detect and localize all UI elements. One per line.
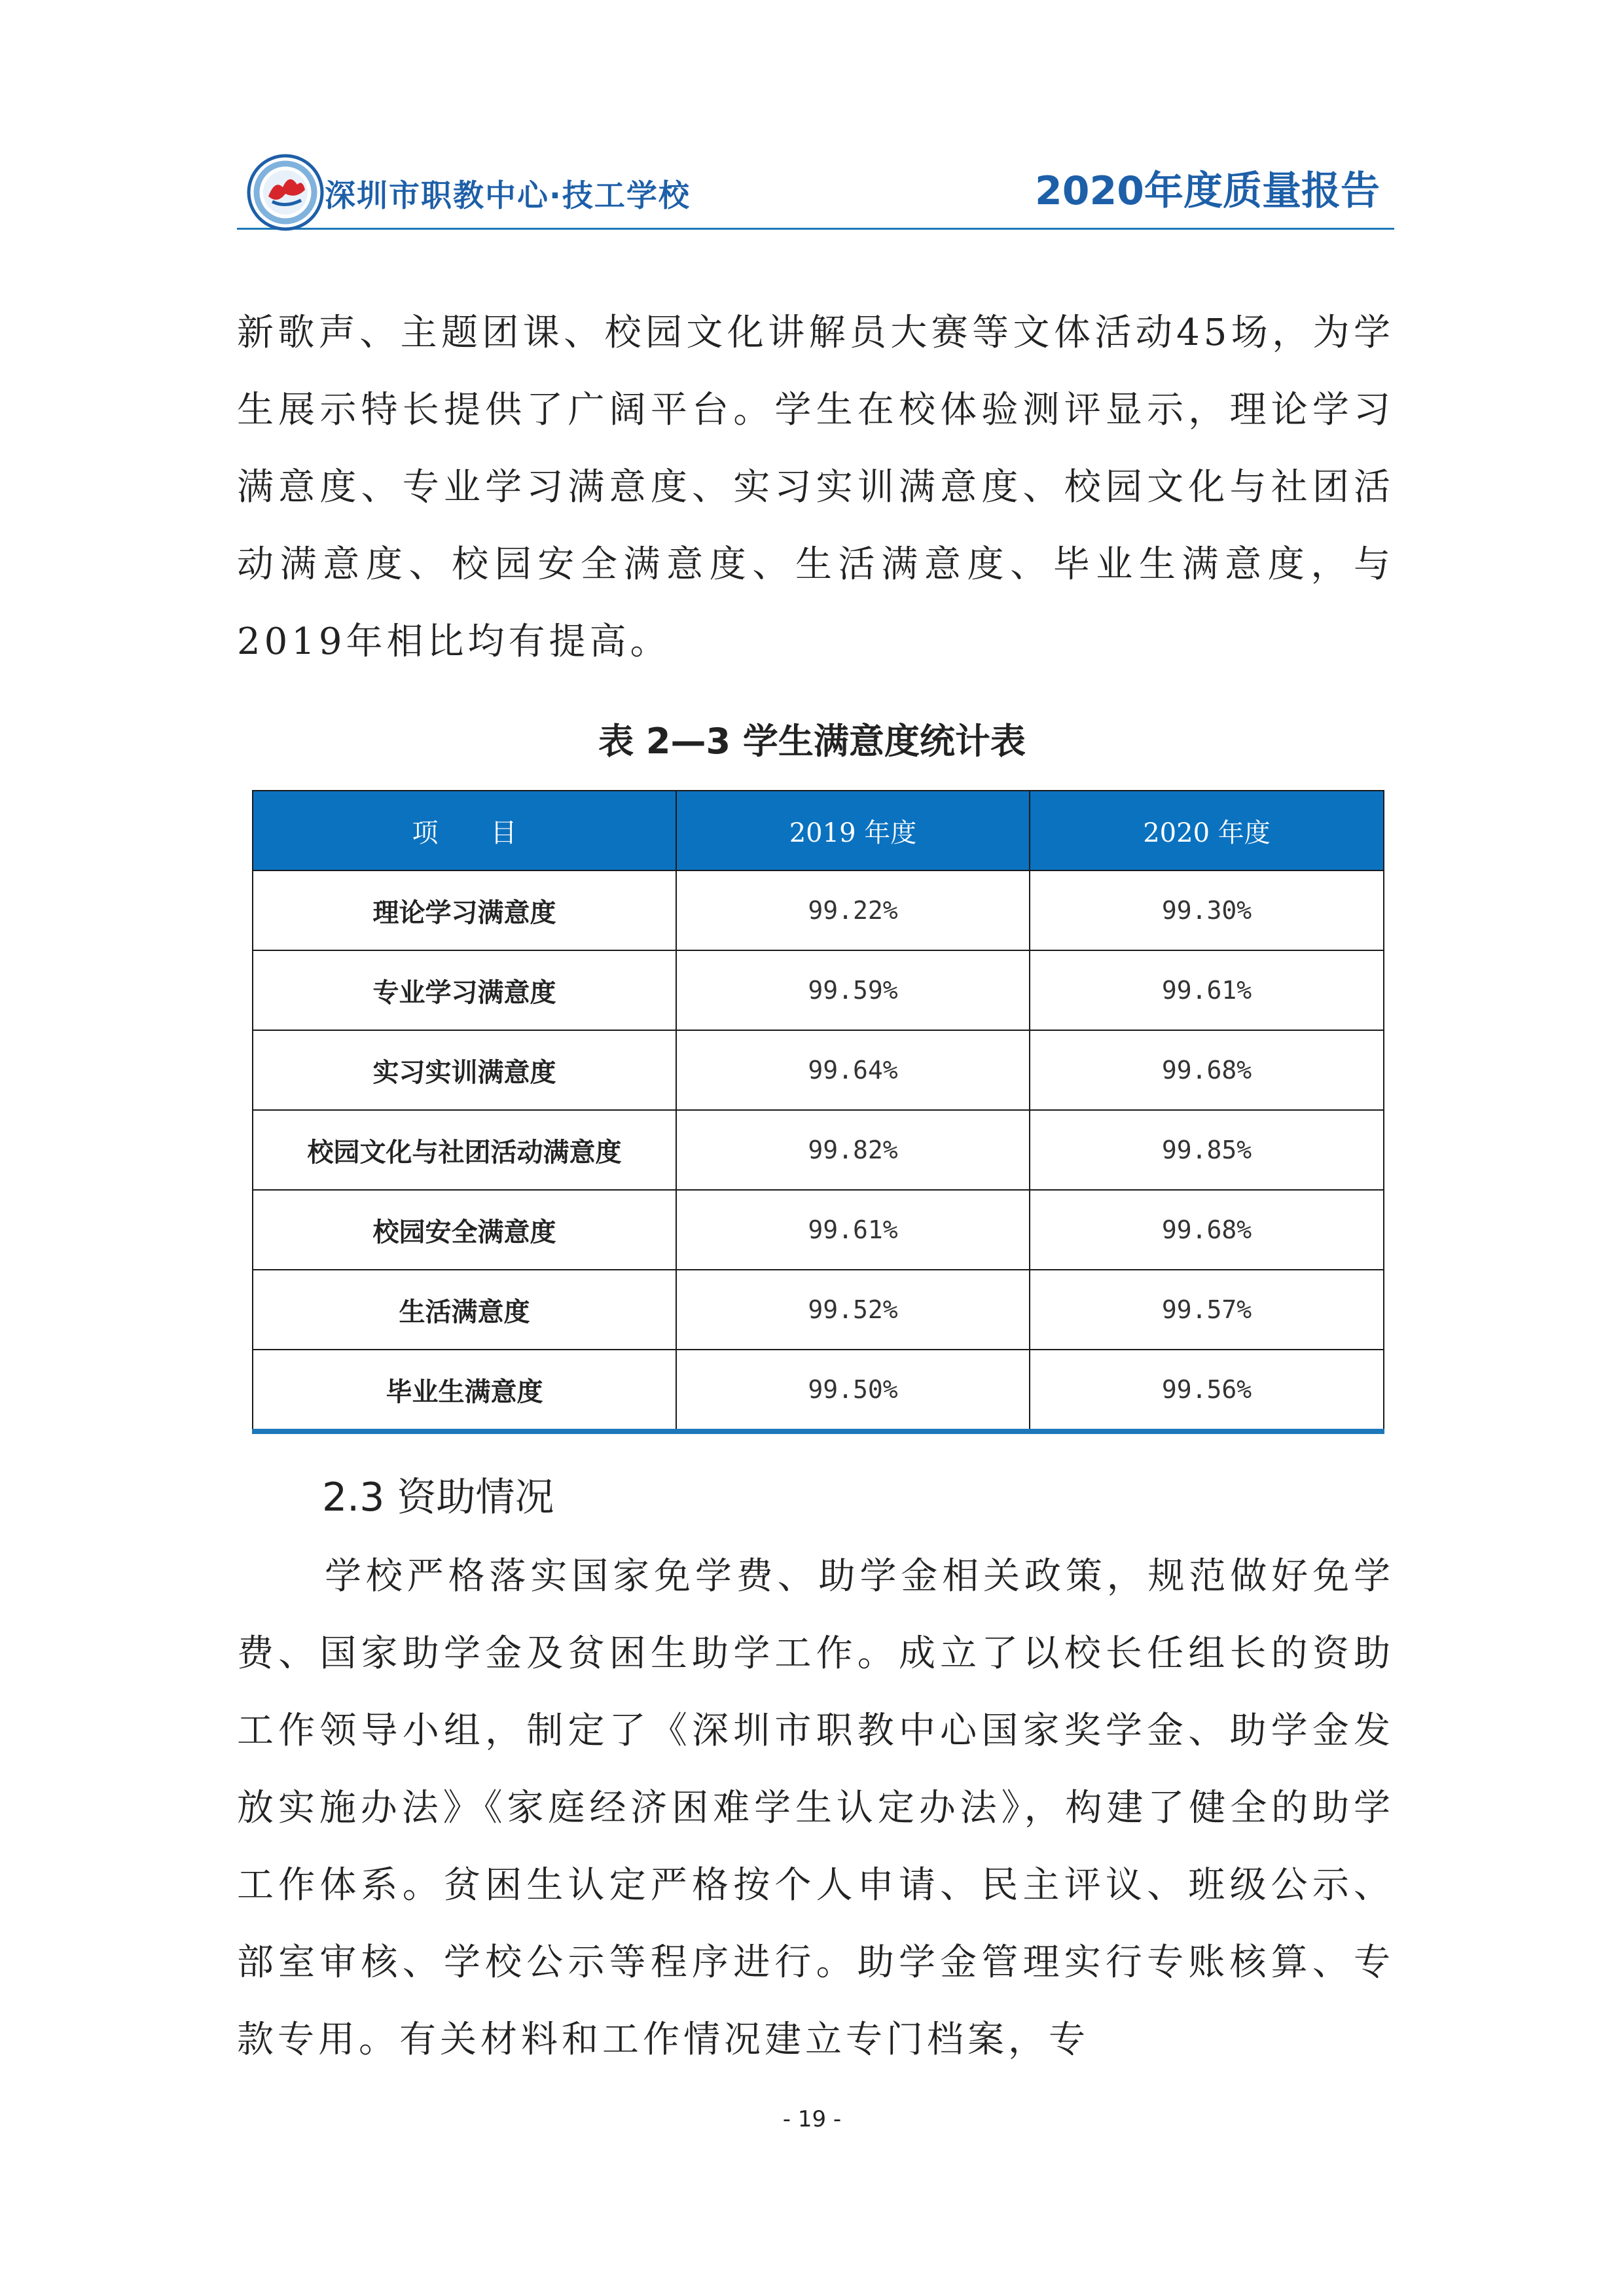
row-2019-value: 99.22%	[676, 870, 1030, 950]
row-2019-value: 99.59%	[676, 950, 1030, 1030]
report-title: 2020年度质量报告	[1035, 168, 1380, 214]
row-item: 实习实训满意度	[253, 1030, 676, 1110]
satisfaction-table	[252, 790, 1384, 1434]
row-2020-value: 99.61%	[1030, 950, 1384, 1030]
row-2020-value: 99.57%	[1030, 1270, 1384, 1350]
header-2019: 2019 年度	[676, 791, 1030, 870]
row-item: 校园文化与社团活动满意度	[253, 1110, 676, 1190]
row-2019-value: 99.82%	[676, 1110, 1030, 1190]
row-2019-value: 99.52%	[676, 1270, 1030, 1350]
row-2020-value: 99.30%	[1030, 870, 1384, 950]
row-item: 理论学习满意度	[253, 870, 676, 950]
row-2020-value: 99.56%	[1030, 1350, 1384, 1431]
row-2020-value: 99.85%	[1030, 1110, 1384, 1190]
table-row	[253, 870, 1384, 950]
paragraph-activities: 新歌声、主题团课、校园文化讲解员大赛等文体活动45场，为学生展示特长提供了广阔平台。学生在校体验测评显示，理论学习满意度、专业学习满意度、实习实训满意度、校园文化与社团活动满意度、校园安全满意度、生活满意度、毕业生满意度，与2019年相比均有提高。	[237, 312, 1394, 663]
page-header	[237, 145, 1394, 230]
row-item: 专业学习满意度	[253, 950, 676, 1030]
row-2019-value: 99.50%	[676, 1350, 1030, 1431]
table-row	[253, 950, 1384, 1030]
section-heading: 2.3 资助情况	[322, 1475, 554, 1520]
row-2020-value: 99.68%	[1030, 1030, 1384, 1110]
paragraph-financial-aid: 学校严格落实国家免学费、助学金相关政策，规范做好免学费、国家助学金及贫困生助学工作。成立了以校长任组长的资助工作领导小组，制定了《深圳市职教中心国家奖学金、助学金发放实施办法》《家庭经济困难学生认定办法》，构建了健全的助学工作体系。贫困生认定严格按个人申请、民主评议、班级公示、部室审核、学校公示等程序进行。助学金管理实行专账核算、专款专用。有关材料和工作情况建立专门档案，专	[237, 1555, 1394, 2061]
row-item: 校园安全满意度	[253, 1190, 676, 1270]
row-item: 生活满意度	[253, 1270, 676, 1350]
table-row	[253, 1270, 1384, 1350]
table-header-row	[253, 791, 1384, 870]
row-2019-value: 99.61%	[676, 1190, 1030, 1270]
row-2019-value: 99.64%	[676, 1030, 1030, 1110]
header-2020: 2020 年度	[1030, 791, 1384, 870]
table-row	[253, 1030, 1384, 1110]
school-emblem-icon	[246, 153, 325, 232]
page-number: - 19 -	[782, 2106, 842, 2132]
row-item: 毕业生满意度	[253, 1350, 676, 1431]
row-2020-value: 99.68%	[1030, 1190, 1384, 1270]
header-item: 项 目	[253, 791, 676, 870]
table-row	[253, 1190, 1384, 1270]
table-caption: 表 2—3 学生满意度统计表	[598, 721, 1026, 762]
school-name: 深圳市职教中心·技工学校	[325, 178, 691, 214]
table-row	[253, 1350, 1384, 1431]
table-row	[253, 1110, 1384, 1190]
